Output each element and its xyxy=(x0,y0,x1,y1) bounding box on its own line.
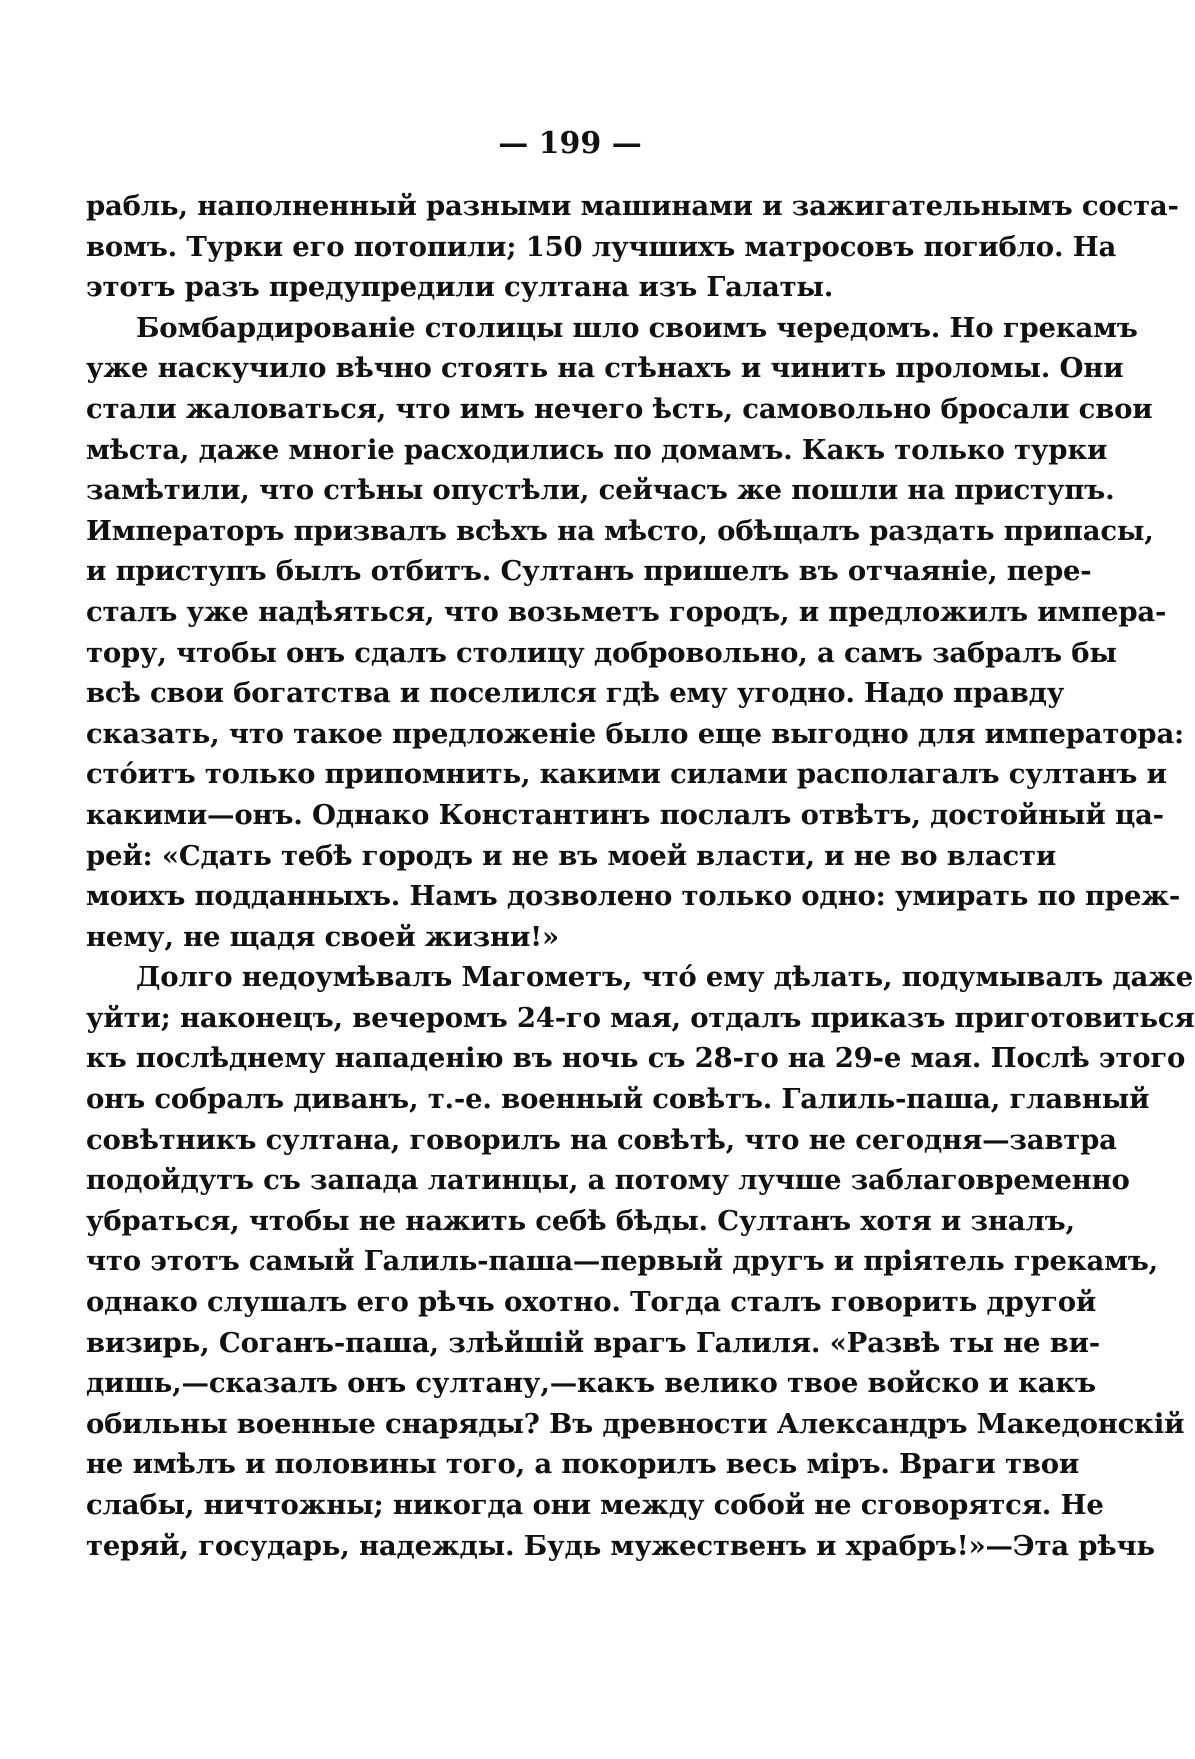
text-line: Императоръ призвалъ всѣхъ на мѣсто, обѣщалъ раздать припасы, xyxy=(86,514,1154,547)
text-line: теряй, государь, надежды. Будь мужественъ и храбръ!»—Эта рѣчь xyxy=(86,1529,1155,1562)
text-line: что этотъ самый Галиль-паша—первый другъ и пріятель грекамъ, xyxy=(86,1245,1159,1278)
text-line: какими—онъ. Однако Константинъ послалъ отвѣтъ, достойный ца- xyxy=(86,798,1164,831)
text-line: слабы, ничтожны; никогда они между собой не сговорятся. Не xyxy=(86,1489,1104,1521)
text-line: всѣ свои богатства и поселился гдѣ ему угодно. Надо правду xyxy=(86,677,1065,710)
text-line: Долго недоумѣвалъ Магометъ, чтó ему дѣлать, подумывалъ даже xyxy=(136,961,1194,994)
text-line: Бомбардированіе столицы шло своимъ чередомъ. Но грекамъ xyxy=(136,311,1138,344)
text-line: стали жаловаться, что имъ нечего ѣсть, самовольно бросали свои xyxy=(86,392,1153,425)
page-number: — 199 — xyxy=(498,126,642,161)
text-line: убраться, чтобы не нажить себѣ бѣды. Султанъ хотя и зналъ, xyxy=(86,1204,1075,1237)
text-line: онъ собралъ диванъ, т.-е. военный совѣтъ. Галиль-паша, главный xyxy=(86,1083,1150,1116)
text-line: сказать, что такое предложеніе было еще выгодно для императора: xyxy=(86,717,1185,750)
text-line: уже наскучило вѣчно стоять на стѣнахъ и чинить проломы. Они xyxy=(86,352,1124,385)
text-line: нему, не щадя своей жизни!» xyxy=(86,920,560,953)
text-line: подойдутъ съ запада латинцы, а потому лучше заблаговременно xyxy=(86,1164,1130,1197)
text-line: стóитъ только припомнить, какими силами располагалъ султанъ и xyxy=(86,758,1167,791)
paragraph xyxy=(86,957,1195,1566)
text-line: и приступъ былъ отбитъ. Султанъ пришелъ въ отчаяніе, пере- xyxy=(86,555,1092,588)
body-text xyxy=(86,186,1195,1566)
text-line: тору, чтобы онъ сдалъ столицу добровольно, а самъ забралъ бы xyxy=(86,636,1117,669)
text-line: обильны военные снаряды? Въ древности Александръ Македонскій xyxy=(86,1407,1185,1440)
text-line: совѣтникъ султана, говорилъ на совѣтѣ, что не сегодня—завтра xyxy=(86,1123,1117,1156)
text-line: мѣста, даже многіе расходились по домамъ. Какъ только турки xyxy=(86,433,1108,466)
text-line: замѣтили, что стѣны опустѣли, сейчасъ же пошли на приступъ. xyxy=(86,474,1115,507)
text-line: дишь,—сказалъ онъ султану,—какъ велико твое войско и какъ xyxy=(86,1367,1096,1400)
text-line: къ послѣднему нападенію въ ночь съ 28-го на 29-е мая. Послѣ этого xyxy=(86,1042,1186,1075)
text-line: однако слушалъ его рѣчь охотно. Тогда сталъ говорить другой xyxy=(86,1286,1097,1319)
text-line: этотъ разъ предупредили султана изъ Галаты. xyxy=(86,271,834,304)
paragraph xyxy=(86,308,1185,958)
text-line: не имѣлъ и половины того, а покорилъ весь міръ. Враги твои xyxy=(86,1448,1080,1481)
text-line: уйти; наконецъ, вечеромъ 24-го мая, отдалъ приказъ приготовиться xyxy=(86,1001,1195,1034)
text-line: моихъ подданныхъ. Намъ дозволено только одно: умирать по преж- xyxy=(86,880,1181,913)
paragraph xyxy=(86,186,1179,308)
text-line: вомъ. Турки его потопили; 150 лучшихъ матросовъ погибло. На xyxy=(86,230,1117,263)
text-line: рей: «Сдать тебѣ городъ и не въ моей власти, и не во власти xyxy=(86,839,1057,872)
text-line: рабль, наполненный разными машинами и зажигательнымъ соста- xyxy=(86,190,1179,222)
text-line: визирь, Соганъ-паша, злѣйшій врагъ Галиля. «Развѣ ты не ви- xyxy=(86,1326,1101,1359)
text-line: сталъ уже надѣяться, что возьметъ городъ, и предложилъ импера- xyxy=(86,595,1167,628)
